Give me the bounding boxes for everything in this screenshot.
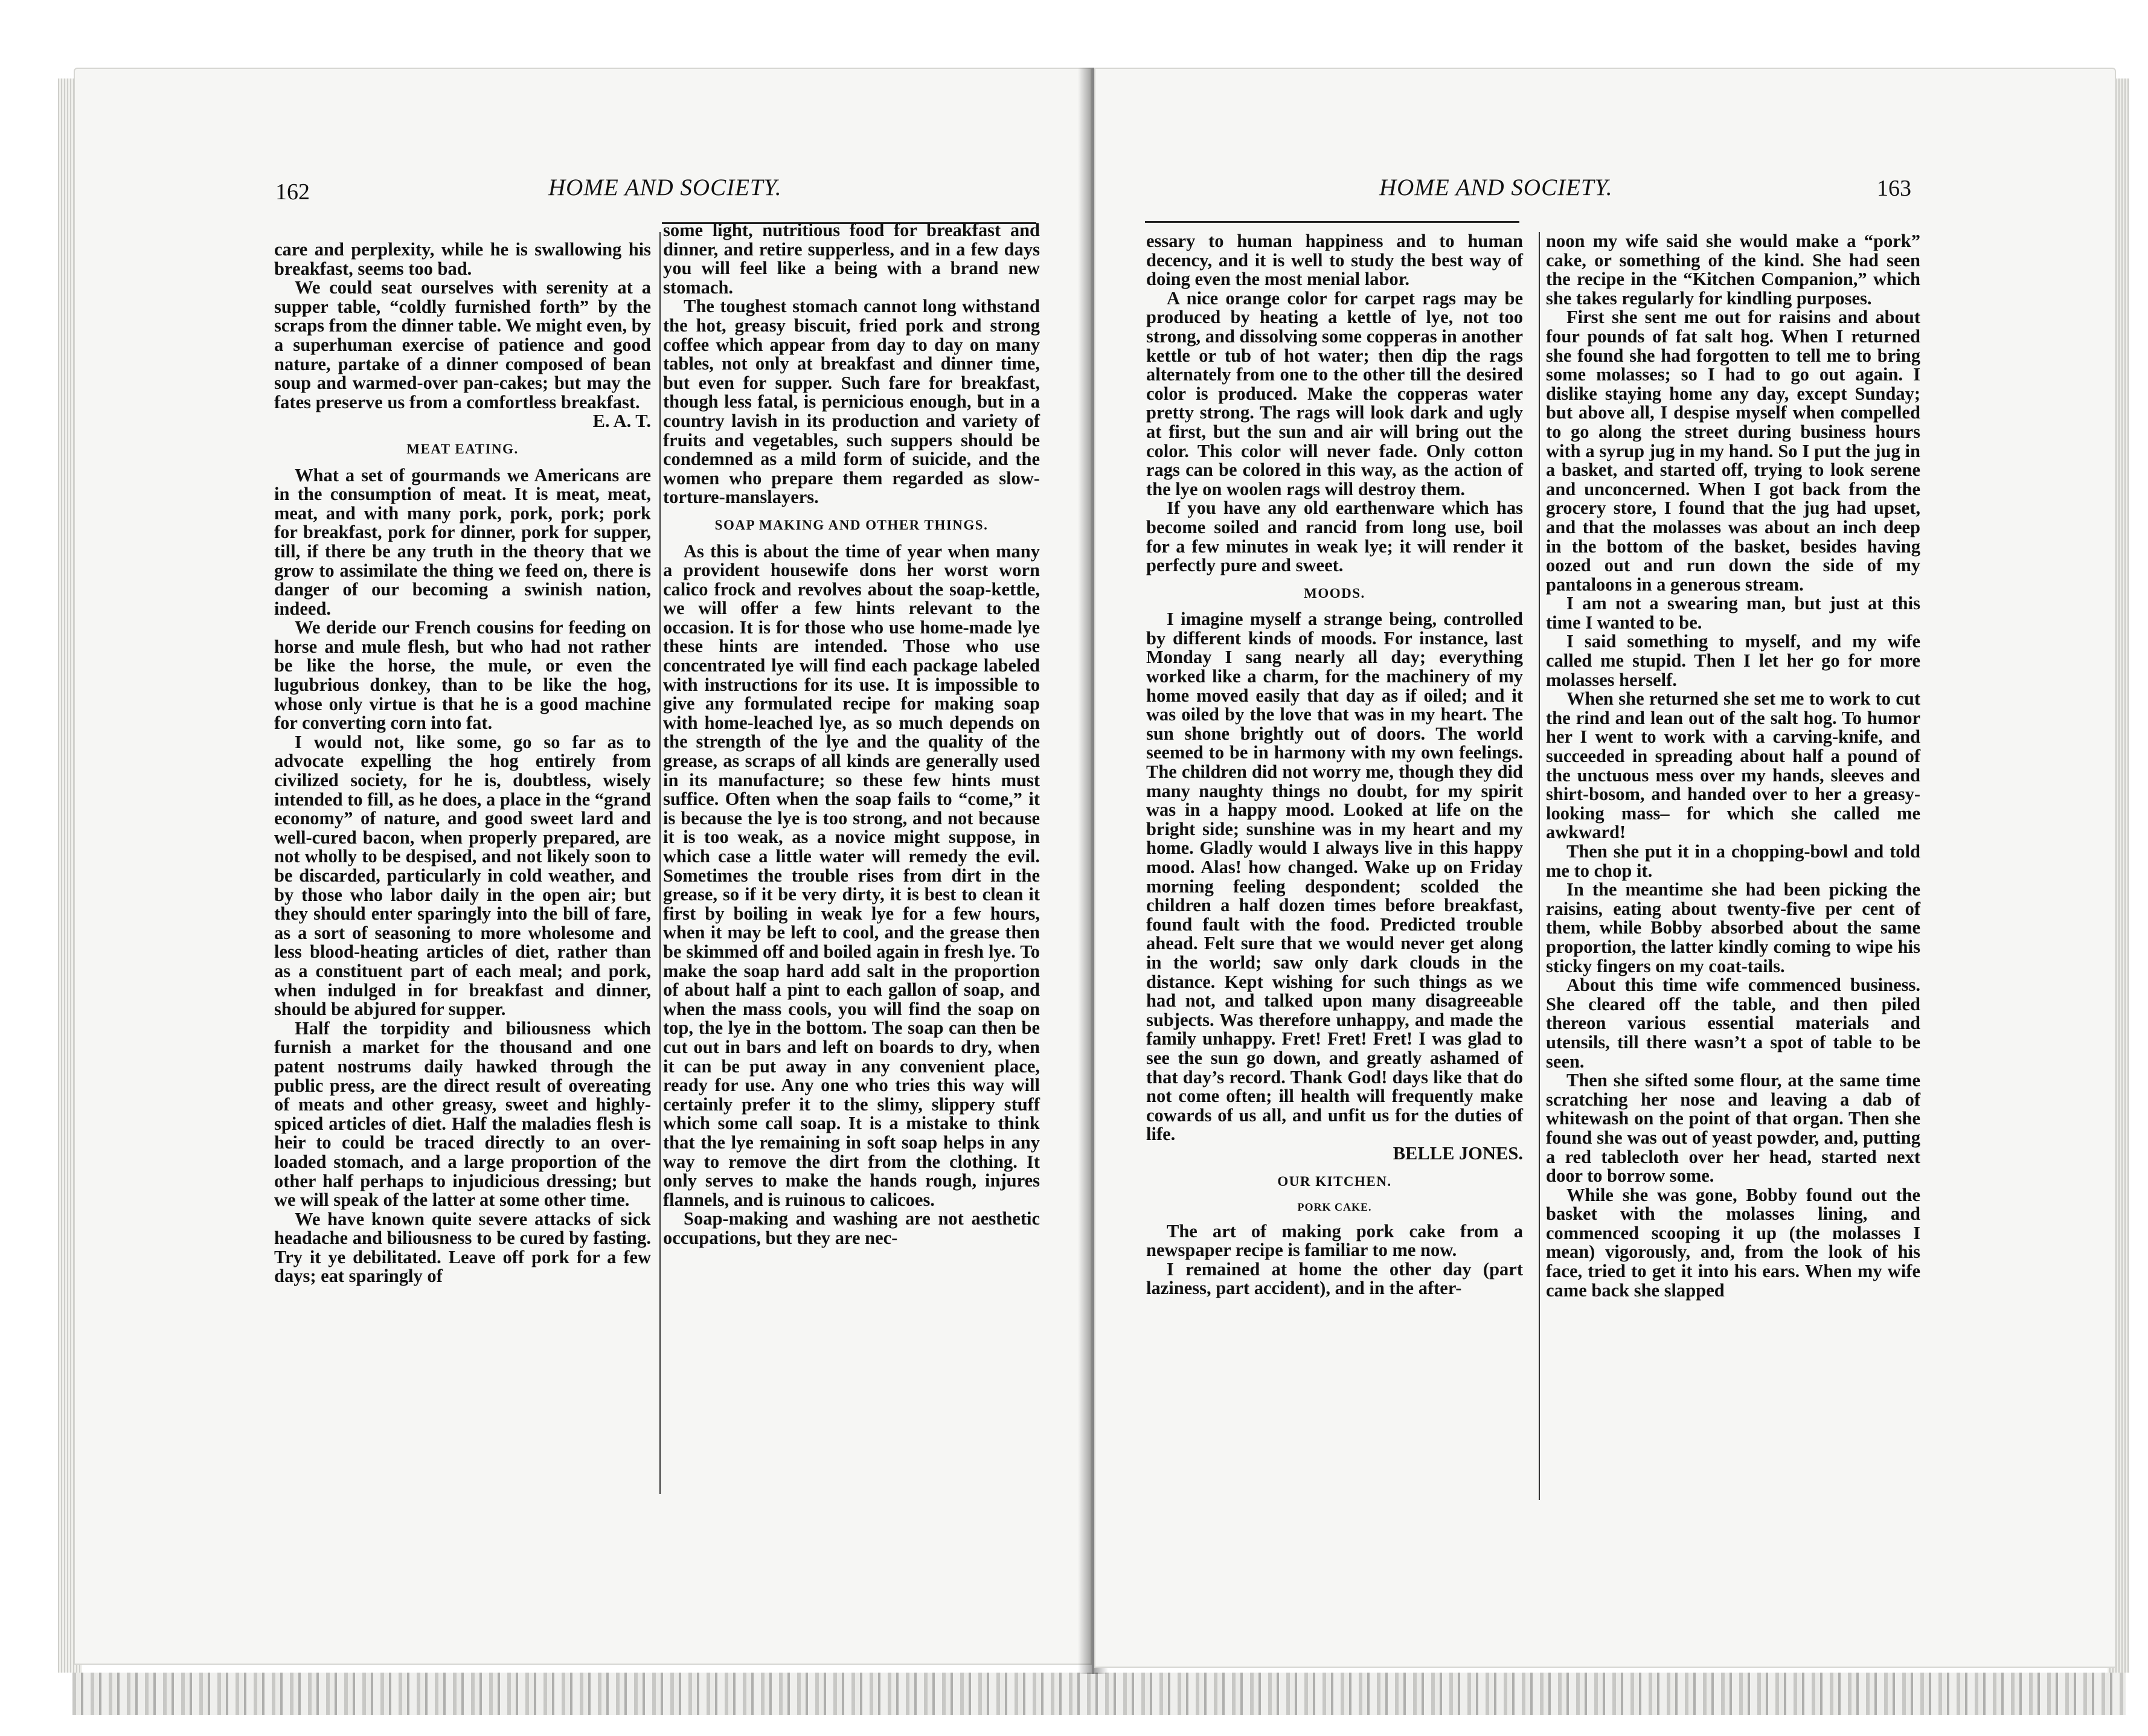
right-head-rule: [1145, 221, 1519, 223]
right-column-rule: [1539, 232, 1540, 1500]
paragraph: noon my wife said she would make a “pork” cake, or something of the kind. She had seen the recipe in the “Kitchen Companion,” which she takes regularly for kindling purposes.: [1546, 231, 1920, 309]
paragraph: some light, nutritious food for breakfast and dinner, and retire supperless, and in a few days you will feel like a being with a brand new stomach.: [663, 220, 1040, 298]
paragraph: essary to human happiness and to human decency, and it is well to study the best way of doing even the most menial labor.: [1146, 231, 1523, 290]
binding-bottom-edge: [72, 1673, 2126, 1715]
paragraph: Half the torpidity and biliousness which furnish a market for the thousand and one patent nostrums daily hawked through the public press, are the direct result of overeating of meats and other greasy, sweet and highly-spiced articles of diet. Half the maladies flesh is heir to could be traced directly to an over-loaded stomach, and a large proportion of the other half perhaps to injudicious dressing; but we will speak of the latter at some other time.: [274, 1017, 651, 1211]
paragraph: I said something to myself, and my wife called me stupid. Then I let her go for more molasses herself.: [1546, 631, 1920, 690]
section-heading-meat-eating: MEAT EATING.: [406, 441, 519, 456]
signature: E. A. T.: [592, 411, 651, 432]
paragraph: When she returned she set me to work to cut the rind and lean out of the salt hog. To humor her I went to work with a carving-knife, and succeeded in spreading about half a pound of the unctuous mess over my hands, sleeves and shirt-bosom, and handed over to her a greasy-looking mass– for which she called me awkward!: [1546, 688, 1920, 843]
left-column-2: [663, 221, 1040, 1248]
paragraph: Soap-making and washing are not aesthetic occupations, but they are nec-: [663, 1208, 1040, 1248]
paragraph: First she sent me out for raisins and about four pounds of fat salt hog. When I returned she found she had forgotten to tell me to bring some molasses; so I had to go out again. I dislike staying home any day, except Sunday; but above all, I despise myself when compelled to go along the street during business hours with a syrup jug in my hand. So I put the jug in a basket, and started off, trying to look serene and unconcerned. When I got back from the grocery store, I found that the jug had upset, and that the molasses was about an inch deep in the bottom of the basket, besides having oozed out and run down the side of my pantaloons in a generous stream.: [1546, 307, 1920, 595]
subheading-pork-cake: PORK CAKE.: [1297, 1201, 1372, 1214]
paragraph: Then she sifted some flour, at the same time scratching her nose and leaving a dab of whitewash on the point of that organ. Then she found she was out of yeast powder, and, putting a red tablecloth over her head, started next door to borrow some.: [1546, 1070, 1920, 1187]
paragraph: While she was gone, Bobby found out the basket with the molasses lining, and commenced scooping it up (the molasses I mean) vigorously, and, from the look of his face, tried to get it into his ears. When my wife came back she slapped: [1546, 1184, 1920, 1301]
paragraph: I imagine myself a strange being, controlled by different kinds of moods. For instance, last Monday I sang nearly all day; everything worked like a charm, for the machinery of my home moved easily that day as if oiled; and it was oiled by the love that was in my heart. The sun shone brightly out of doors. The world seemed to be in harmony with my own feelings. The children did not worry me, though they did many naughty things no doubt, for my spirit was in a happy mood. Looked at life on the bright side; sunshine was in my heart and my home. Gladly would I always live in this happy mood. Alas! how changed. Wake up on Friday morning feeling despondent; scolded the children a half dozen times before breakfast, found fault with the food. Predicted trouble ahead. Felt sure that we would never get along in the world; saw only dark clouds in the distance. Kept wishing for such things as we had not, and talked upon many disagreeable subjects. Was therefore unhappy, and made the family unhappy. Fret! Fret! Fret! I was glad to see the sun go down, and greatly ashamed of that day’s record. Thank God! days like that do not come often; ill health will frequently make cowards of us all, and unfit us for the duties of life.: [1146, 609, 1523, 1145]
right-column-1: [1146, 232, 1523, 1298]
left-running-head: HOME AND SOCIETY.: [548, 175, 782, 200]
left-column-1: [274, 240, 651, 1286]
paragraph: If you have any old earthenware which has become soiled and rancid from long use, boil for a few minutes in weak lye; it will render it perfectly pure and sweet.: [1146, 498, 1523, 576]
signature: BELLE JONES.: [1393, 1142, 1523, 1164]
paragraph: I would not, like some, go so far as to advocate expelling the hog entirely from civilized society, for he is, doubtless, wisely intended to fill, as he does, a place in the “grand economy” of nature, and good sweet lard and well-cured bacon, when properly prepared, are not wholly to be despised, and not likely soon to be discarded, particularly in cold weather, and by those who labor daily in the open air; but they should enter sparingly into the bill of fare, as a sort of seasoning to more wholesome and less blood-heating articles of diet, rather than as a constituent part of each meal; and pork, when indulged in for breakfast and dinner, should be abjured for supper.: [274, 731, 651, 1020]
right-column-2: [1546, 232, 1920, 1300]
section-heading-our-kitchen: OUR KITCHEN.: [1277, 1173, 1392, 1189]
right-page-number: 163: [1877, 176, 1911, 201]
paragraph: What a set of gourmands we Americans are in the consumption of meat. It is meat, meat, meat, and with many pork, pork, pork; pork for breakfast, pork for dinner, pork for supper, till, if there be any truth in the theory that we grow to assimilate the thing we feed on, there is danger of our becoming a swinish nation, indeed.: [274, 464, 651, 619]
paragraph: The toughest stomach cannot long withstand the hot, greasy biscuit, fried pork and strong coffee which appear from day to day on many tables, not only at breakfast and dinner time, but even for supper. Such fare for breakfast, though less fatal, is pernicious enough, but in a country lavish in its production and variety of fruits and vegetables, such suppers should be condemned as a mild form of suicide, and the women who prepare them regarded as slow-torture-manslayers.: [663, 296, 1040, 508]
paragraph: A nice orange color for carpet rags may be produced by heating a kettle of lye, not too strong, and dissolving some copperas in another kettle or tub of hot water; then dip the rags alternately from one to the other till the desired color is produced. Make the copperas water pretty strong. The rags will look dark and ugly at first, but the sun and air will bring out the color. This color will never fade. Only cotton rags can be colored in this way, as the action of the lye on woolen rags will destroy them.: [1146, 287, 1523, 499]
paragraph: Then she put it in a chopping-bowl and told me to chop it.: [1546, 841, 1920, 881]
left-page-number: 162: [275, 179, 310, 205]
paragraph: In the meantime she had been picking the raisins, eating about twenty-five per cent of them, while Bobby absorbed about the same proportion, the latter kindly coming to wipe his sticky fingers on my coat-tails.: [1546, 879, 1920, 976]
paragraph: care and perplexity, while he is swallowing his breakfast, seems too bad.: [274, 239, 651, 279]
paragraph: We have known quite severe attacks of sick headache and biliousness to be cured by fasting. Try it ye debilitated. Leave off pork for a few days; eat sparingly of: [274, 1208, 651, 1287]
section-heading-soap-making: SOAP MAKING AND OTHER THINGS.: [714, 517, 989, 533]
section-heading-moods: MOODS.: [1304, 585, 1365, 601]
left-column-rule: [659, 232, 661, 1494]
paragraph: I am not a swearing man, but just at this time I wanted to be.: [1546, 593, 1920, 633]
paragraph: About this time wife commenced business. She cleared off the table, and then piled thereon various essential materials and utensils, till there wasn’t a spot of table to be seen.: [1546, 975, 1920, 1072]
paragraph: As this is about the time of year when many a provident housewife dons her worst worn calico frock and revolves about the soap-kettle, we will offer a few hints relevant to the occasion. It is for those who use home-made lye these hints are intended. Those who use concentrated lye will find each package labeled with instructions for its use. It is impossible to give any formulated recipe for making soap with home-leached lye, as so much depends on the strength of the lye and the quality of the grease, as scraps of all kinds are generally used in its manufacture; so these few hints must suffice. Often when the soap fails to “come,” it is because the lye is too strong, and not because it is too weak, as a novice might suppose, in which case a little water will remedy the evil. Sometimes the trouble rises from dirt in the grease, so if it be very dirty, it is best to clean it first by boiling in weak lye for a few hours, when it may be left to cool, and the grease then be skimmed off and boiled again in fresh lye. To make the soap hard add salt in the proportion of about half a pint to each gallon of soap, and when the mass cools, you will find the soap on top, the lye in the bottom. The soap can then be cut out in bars and left on boards to dry, when it can be put away in any convenient place, ready for use. Any one who tries this way will certainly prefer it to the slimy, slippery stuff which some call soap. It is a mistake to think that the lye remaining in soft soap helps in any way to remove the dirt from the clothing. It only serves to make the hands rough, injures flannels, and is ruinous to calicoes.: [663, 540, 1040, 1210]
paragraph: I remained at home the other day (part laziness, part accident), and in the after-: [1146, 1258, 1523, 1299]
paragraph: We deride our French cousins for feeding on horse and mule flesh, but who had not rather be like the horse, the mule, or even the lugubrious donkey, than to be like the hog, whose only virtue is that he is a good machine for converting corn into fat.: [274, 617, 651, 734]
paragraph: The art of making pork cake from a newspaper recipe is familiar to me now.: [1146, 1220, 1523, 1261]
paragraph: We could seat ourselves with serenity at a supper table, “coldly furnished forth” by the scraps from the dinner table. We might even, by a superhuman exercise of patience and good nature, partake of a dinner composed of bean soup and warmed-over pan-cakes; but may the fates preserve us from a comfortless breakfast.: [274, 277, 651, 412]
right-running-head: HOME AND SOCIETY.: [1379, 175, 1613, 200]
